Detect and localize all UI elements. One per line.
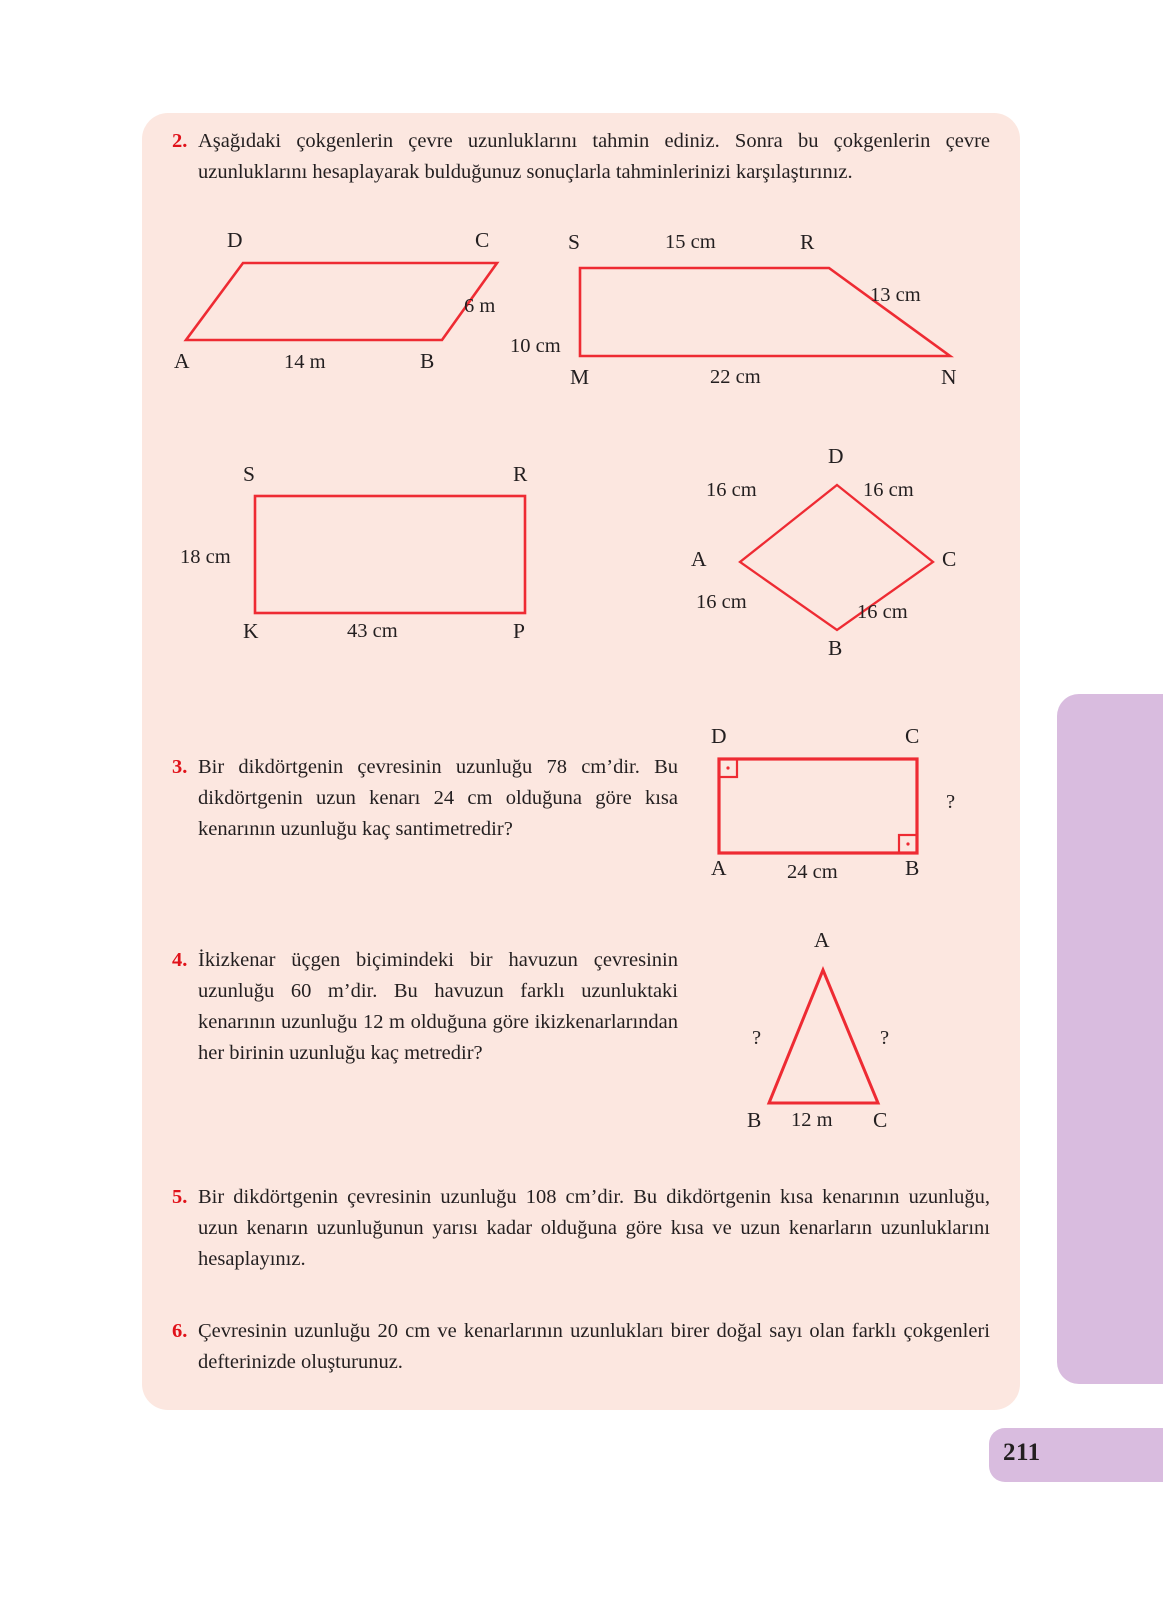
- question-2-text: Aşağıdaki çokgenlerin çevre uzunluklarını tahmin ediniz. Sonra bu çokgenlerin çevre uzunluklarını hesaplayarak bulduğunuz sonuçlarla tahminlerinizi karşılaştırınız.: [198, 130, 990, 183]
- side-label-top-right-16cm: 16 cm: [863, 479, 914, 501]
- question-2-number: 2.: [172, 130, 188, 152]
- side-label-left-18cm: 18 cm: [180, 546, 231, 568]
- vertex-label-a: A: [174, 349, 190, 373]
- vertex-label-c: C: [475, 228, 490, 252]
- figure-triangle-abc-q4: [725, 925, 975, 1145]
- vertex-label-a: A: [814, 928, 830, 952]
- rectangle-outline: [719, 759, 917, 853]
- side-label-right-unknown: ?: [946, 791, 956, 813]
- figure-parallelogram-abcd: [170, 230, 520, 390]
- page-number: 211: [1003, 1439, 1041, 1466]
- side-label-right-unknown: ?: [880, 1027, 890, 1049]
- side-label-bottom-22cm: 22 cm: [710, 366, 761, 388]
- side-label-left-unknown: ?: [752, 1027, 762, 1049]
- question-4-number: 4.: [172, 949, 188, 971]
- trapezoid-outline: [580, 268, 950, 356]
- vertex-label-n: N: [941, 365, 957, 389]
- side-label-top-15cm: 15 cm: [665, 231, 716, 253]
- right-angle-dot-d: [726, 766, 729, 769]
- question-5-number: 5.: [172, 1186, 188, 1208]
- vertex-label-a: A: [711, 856, 727, 880]
- side-label-bottom-14m: 14 m: [284, 351, 326, 373]
- vertex-label-s: S: [568, 230, 580, 254]
- figure-rectangle-srpk: [175, 460, 565, 650]
- vertex-label-k: K: [243, 619, 259, 643]
- vertex-label-r: R: [800, 230, 815, 254]
- vertex-label-b: B: [747, 1108, 762, 1132]
- parallelogram-outline: [186, 263, 497, 340]
- vertex-label-a: A: [691, 547, 707, 571]
- question-4-text: İkizkenar üçgen biçimindeki bir havuzun çevresinin uzunluğu 60 m’dir. Bu havuzun farklı uzunluktaki kenarının uzunluğu 12 m olduğuna göre ikizkenarlarından her birinin uzunluğu kaç metredir?: [198, 949, 678, 1064]
- question-6: [172, 1316, 992, 1378]
- side-label-bottom-43cm: 43 cm: [347, 620, 398, 642]
- question-5-text: Bir dikdörtgenin çevresinin uzunluğu 108 cm’dir. Bu dikdörtgenin kısa kenarının uzunluğu, uzun kenarın uzunluğunun yarısı kadar olduğuna göre kısa ve uzun kenarların uzunluklarını hesaplayınız.: [198, 1186, 990, 1270]
- vertex-label-r: R: [513, 462, 528, 486]
- vertex-label-c: C: [942, 547, 957, 571]
- question-5: [172, 1182, 992, 1275]
- vertex-label-d: D: [711, 724, 727, 748]
- vertex-label-c: C: [873, 1108, 888, 1132]
- right-angle-dot-b: [906, 842, 909, 845]
- rectangle-outline: [255, 496, 525, 613]
- vertex-label-s: S: [243, 462, 255, 486]
- side-label-bottom-left-16cm: 16 cm: [696, 591, 747, 613]
- vertex-label-d: D: [828, 444, 844, 468]
- side-label-bottom-right-16cm: 16 cm: [857, 601, 908, 623]
- side-label-top-left-16cm: 16 cm: [706, 479, 757, 501]
- question-2: [172, 126, 992, 188]
- figure-rectangle-abcd-q3: [695, 712, 985, 883]
- side-label-left-10cm: 10 cm: [510, 335, 561, 357]
- vertex-label-b: B: [420, 349, 435, 373]
- side-label-right-13cm: 13 cm: [870, 284, 921, 306]
- question-6-number: 6.: [172, 1320, 188, 1342]
- chapter-side-tab: [1057, 694, 1163, 1384]
- question-3: [172, 752, 682, 845]
- vertex-label-m: M: [570, 365, 590, 389]
- figure-rhombus-abcd: [680, 440, 980, 665]
- vertex-label-b: B: [905, 856, 920, 880]
- question-4: [172, 945, 682, 1069]
- vertex-label-p: P: [513, 619, 525, 643]
- vertex-label-b: B: [828, 636, 843, 660]
- vertex-label-c: C: [905, 724, 920, 748]
- question-3-text: Bir dikdörtgenin çevresinin uzunluğu 78 cm’dir. Bu dikdörtgenin uzun kenarı 24 cm olduğuna göre kısa kenarının uzunluğu kaç santimetredir?: [198, 756, 678, 840]
- triangle-outline: [769, 970, 878, 1103]
- vertex-label-d: D: [227, 228, 243, 252]
- question-3-number: 3.: [172, 756, 188, 778]
- question-6-text: Çevresinin uzunluğu 20 cm ve kenarlarının uzunlukları birer doğal sayı olan farklı çokgenleri defterinizde oluşturunuz.: [198, 1320, 990, 1373]
- side-label-bottom-12m: 12 m: [791, 1109, 833, 1131]
- figure-trapezoid-mnrs: [500, 230, 980, 420]
- side-label-right-6m: 6 m: [464, 295, 496, 317]
- side-label-bottom-24cm: 24 cm: [787, 861, 838, 883]
